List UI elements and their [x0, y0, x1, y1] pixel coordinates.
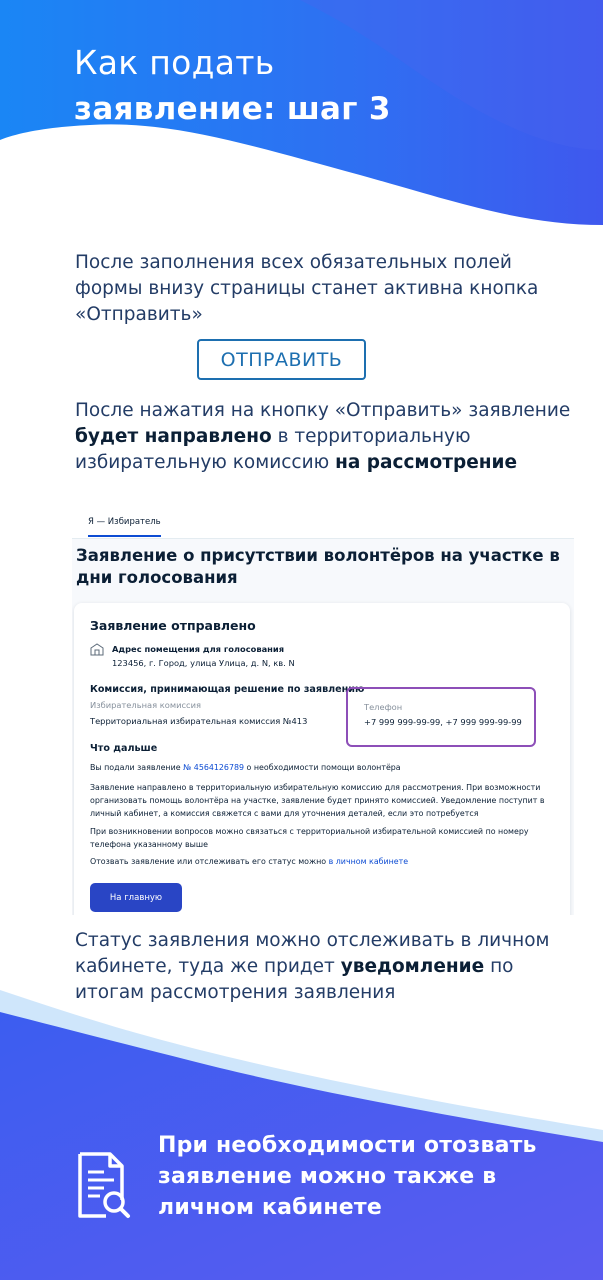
text1-part-b: о необходимости помощи волонтёра	[244, 763, 401, 772]
withdraw-text	[90, 855, 408, 868]
tab-voter[interactable]: Я — Избиратель	[88, 517, 161, 537]
application-number-text	[90, 761, 401, 774]
page-title-line2: заявление: шаг 3	[74, 91, 391, 127]
commission-value: Территориальная избирательная комиссия №413	[90, 716, 308, 726]
after-send-part1: После нажатия на кнопку «Отправить» заявление	[75, 400, 571, 421]
text1-part-a: Вы подали заявление	[90, 763, 184, 772]
page-title	[74, 40, 391, 132]
status-part2: по итогам рассмотрения заявления	[75, 956, 514, 1003]
after-send-part2: в территориальную избирательную комиссию	[75, 426, 471, 473]
phone-label: Телефон	[364, 702, 403, 712]
commission-label: Избирательная комиссия	[90, 700, 201, 710]
document-search-icon	[76, 1150, 132, 1222]
card-title: Заявление отправлено	[90, 618, 256, 633]
commission-title: Комиссия, принимающая решение по заявлению	[90, 684, 365, 695]
building-icon	[90, 643, 104, 656]
application-card	[74, 603, 570, 915]
personal-account-link[interactable]: в личном кабинете	[328, 857, 409, 866]
page-title-line1: Как подать	[74, 43, 275, 82]
send-button-sample: ОТПРАВИТЬ	[197, 339, 366, 380]
portal-tab-bar	[72, 505, 574, 539]
text4-part-a: Отозвать заявление или отслеживать его статус можно	[90, 857, 329, 866]
footer-text: При необходимости отозвать заявление можно также в личном кабинете	[158, 1133, 537, 1220]
address-label: Адрес помещения для голосования	[112, 644, 285, 654]
address-value: 123456, г. Город, улица Улица, д. N, кв. N	[112, 658, 295, 668]
phone-value: +7 999 999-99-99, +7 999 999-99-99	[364, 717, 522, 727]
home-button[interactable]: На главную	[90, 883, 182, 912]
contact-text: При возникновении вопросов можно связаться с территориальной избирательной комиссией по номеру телефона указанному выше	[90, 827, 529, 849]
status-part1: Статус заявления можно отслеживать в личном кабинете, туда же придет	[75, 930, 550, 977]
status-bold: уведомление	[340, 956, 485, 977]
after-send-text	[75, 398, 575, 476]
application-sent-text: Заявление направлено в территориальную избирательную комиссию для рассмотрения. При возможности организовать помощь волонтёра на участке, заявление будет принято комиссией. Уведомление поступит в личный кабинет, а комиссия свяжется с вами для уточнения деталей, если это потребуется	[90, 783, 545, 818]
after-send-bold2: на рассмотрение	[335, 452, 518, 473]
portal-screenshot	[72, 505, 574, 915]
application-number-link[interactable]: № 4564126789	[183, 763, 245, 772]
application-heading: Заявление о присутствии волонтёров на участке в дни голосования	[76, 546, 560, 587]
intro-text: После заполнения всех обязательных полей формы внизу страницы станет активна кнопка «Отправить»	[75, 252, 539, 325]
after-send-bold1: будет направлено	[75, 426, 272, 447]
next-steps-title: Что дальше	[90, 743, 158, 754]
